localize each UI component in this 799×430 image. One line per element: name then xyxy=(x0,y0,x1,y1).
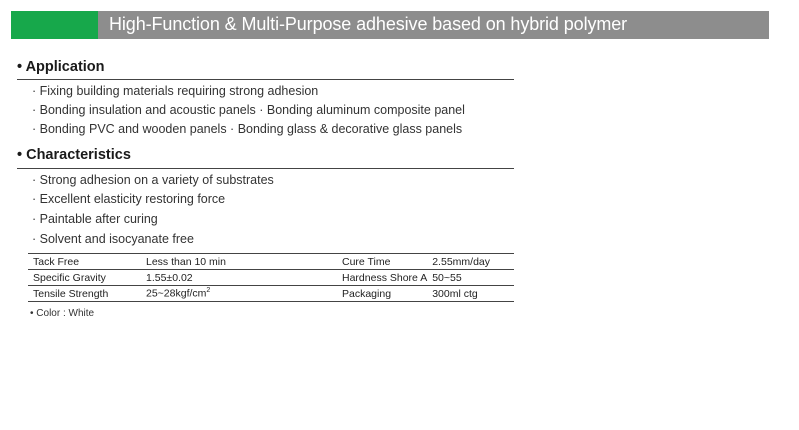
spec-label: Tensile Strength xyxy=(33,287,109,300)
spec-label: Cure Time xyxy=(342,255,391,268)
characteristics-item: · Paintable after curing xyxy=(32,212,158,226)
spec-label: Tack Free xyxy=(33,255,80,268)
application-item: · Bonding insulation and acoustic panels · Bonding aluminum composite panel xyxy=(32,103,465,117)
spec-label: Hardness Shore A xyxy=(342,271,428,284)
characteristics-heading: • Characteristics xyxy=(17,147,131,163)
characteristics-item: · Excellent elasticity restoring force xyxy=(32,192,226,206)
characteristics-item: · Strong adhesion on a variety of substrates xyxy=(32,173,274,187)
page-title: High-Function & Multi-Purpose adhesive based on hybrid polymer xyxy=(109,14,628,34)
title-banner xyxy=(11,11,769,39)
spec-value: Less than 10 min xyxy=(146,255,226,268)
application-item: · Bonding PVC and wooden panels · Bonding glass & decorative glass panels xyxy=(32,122,463,136)
application-divider xyxy=(17,79,514,80)
color-note: • Color : White xyxy=(30,308,95,319)
characteristics-item: · Solvent and isocyanate free xyxy=(32,232,194,246)
application-item: · Fixing building materials requiring strong adhesion xyxy=(32,84,319,98)
spec-value: 300ml ctg xyxy=(432,287,478,300)
spec-value: 25~28kgf/cm xyxy=(146,287,207,300)
application-heading: • Application xyxy=(17,59,105,75)
table-row xyxy=(28,286,514,302)
spec-value: 50~55 xyxy=(432,271,462,284)
spec-value: 1.55±0.02 xyxy=(146,271,193,284)
specs-table xyxy=(28,253,514,302)
table-row xyxy=(28,270,514,286)
table-row xyxy=(28,254,514,270)
spec-value-cell xyxy=(141,286,326,302)
spec-value-superscript: 2 xyxy=(206,287,211,295)
spec-label: Packaging xyxy=(342,287,392,300)
characteristics-divider xyxy=(17,168,514,169)
spec-label: Specific Gravity xyxy=(33,271,106,284)
banner-accent-block xyxy=(11,11,98,39)
spec-value: 2.55mm/day xyxy=(432,255,490,268)
